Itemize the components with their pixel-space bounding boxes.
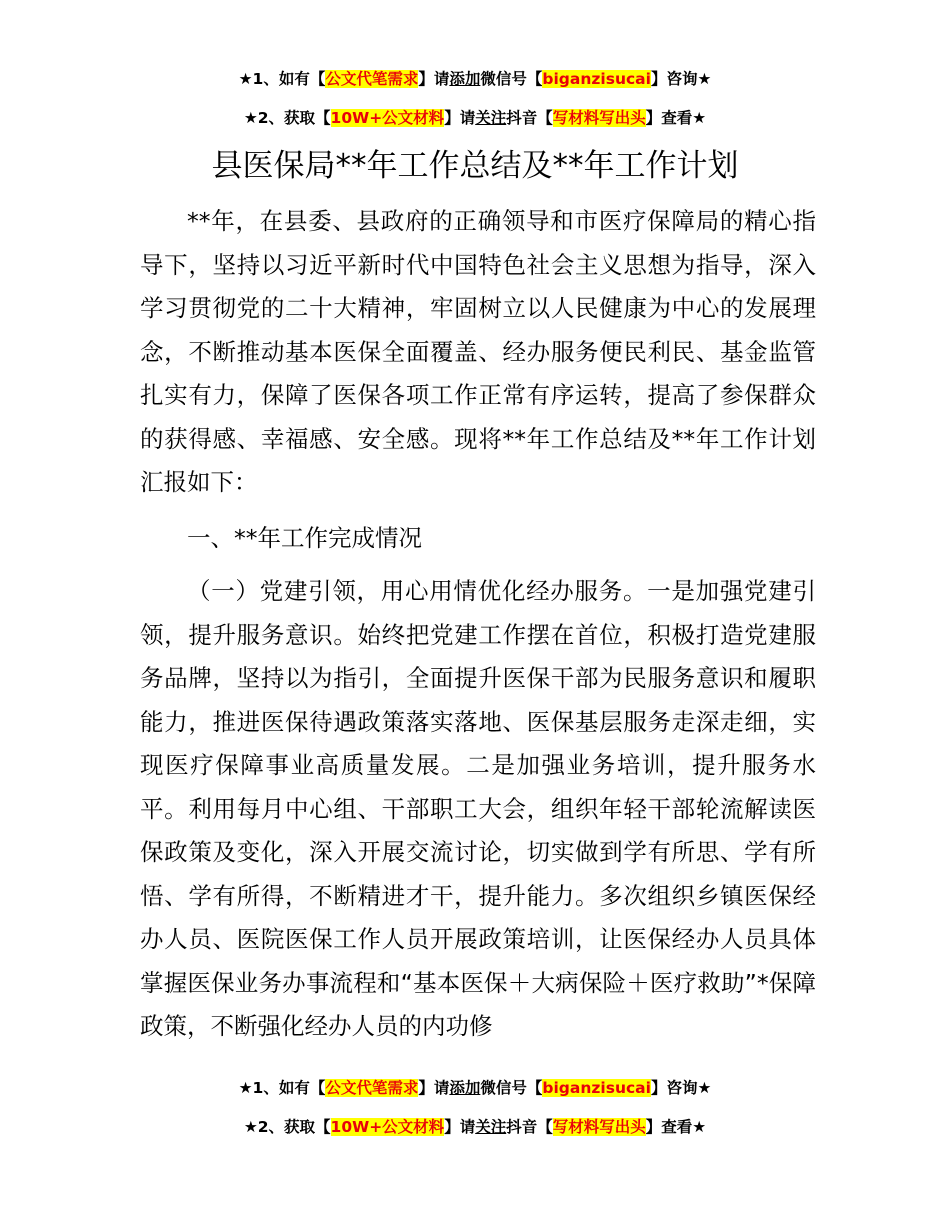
header-banner-line-1 [0, 68, 950, 90]
banner-highlight-douyin-id: 写材料写出头 [552, 109, 646, 127]
intro-paragraph: **年，在县委、县政府的正确领导和市医疗保障局的精心指导下，坚持以习近平新时代中国特色社会主义思想为指导，深入学习贯彻党的二十大精神，牢固树立以人民健康为中心的发展理念，不断推动基本医保全面覆盖、经办服务便民利民、基金监管扎实有力，保障了医保各项工作正常有序运转，提高了参保群众的获得感、幸福感、安全感。现将**年工作总结及**年工作计划汇报如下： [140, 207, 816, 496]
banner-text: 】请 [444, 1118, 476, 1136]
banner-highlight-wechat-id: biganzisucai [542, 70, 651, 88]
banner-highlight: 10W+公文材料 [330, 1118, 445, 1136]
footer-banner-line-1 [0, 1077, 950, 1099]
document-body [140, 200, 816, 1049]
banner-text: ★2、获取【 [243, 1118, 331, 1136]
banner-text: 】咨询★ [650, 70, 712, 88]
banner-text: ★1、如有【 [238, 70, 326, 88]
banner-text: 】请 [444, 109, 476, 127]
banner-highlight: 10W+公文材料 [330, 109, 445, 127]
banner-underlined-text: 添加 [449, 1079, 481, 1097]
banner-highlight-wechat-id: biganzisucai [542, 1079, 651, 1097]
banner-text: 抖音【 [506, 1118, 553, 1136]
section-heading: 一、**年工作完成情况 [187, 523, 422, 552]
banner-text: 】请 [418, 1079, 450, 1097]
banner-highlight-douyin-id: 写材料写出头 [552, 1118, 646, 1136]
banner-text: 微信号【 [480, 1079, 543, 1097]
banner-highlight: 公文代笔需求 [325, 1079, 419, 1097]
banner-underlined-text: 关注 [475, 1118, 507, 1136]
banner-underlined-text: 关注 [475, 109, 507, 127]
banner-text: 】查看★ [645, 1118, 707, 1136]
footer-banner-line-2 [0, 1116, 950, 1138]
header-banner-line-2 [0, 107, 950, 129]
section-paragraph: （一）党建引领，用心用情优化经办服务。一是加强党建引领，提升服务意识。始终把党建工作摆在首位，积极打造党建服务品牌，坚持以为指引，全面提升医保干部为民服务意识和履职能力，推进医保待遇政策落实落地、医保基层服务走深走细，实现医疗保障事业高质量发展。二是加强业务培训，提升服务水平。利用每月中心组、干部职工大会，组织年轻干部轮流解读医保政策及变化，深入开展交流讨论，切实做到学有所思、学有所悟、学有所得，不断精进才干，提升能力。多次组织乡镇医保经办人员、医院医保工作人员开展政策培训，让医保经办人员具体掌握医保业务办事流程和“基本医保＋大病保险＋医疗救助”*保障政策，不断强化经办人员的内功修 [140, 577, 816, 1040]
banner-text: 微信号【 [480, 70, 543, 88]
banner-text: 】查看★ [645, 109, 707, 127]
document-title: 县医保局**年工作总结及**年工作计划 [211, 148, 739, 184]
banner-text: 抖音【 [506, 109, 553, 127]
banner-text: ★1、如有【 [238, 1079, 326, 1097]
banner-text: 】请 [418, 70, 450, 88]
banner-underlined-text: 添加 [449, 70, 481, 88]
banner-highlight: 公文代笔需求 [325, 70, 419, 88]
banner-text: 】咨询★ [650, 1079, 712, 1097]
banner-text: ★2、获取【 [243, 109, 331, 127]
